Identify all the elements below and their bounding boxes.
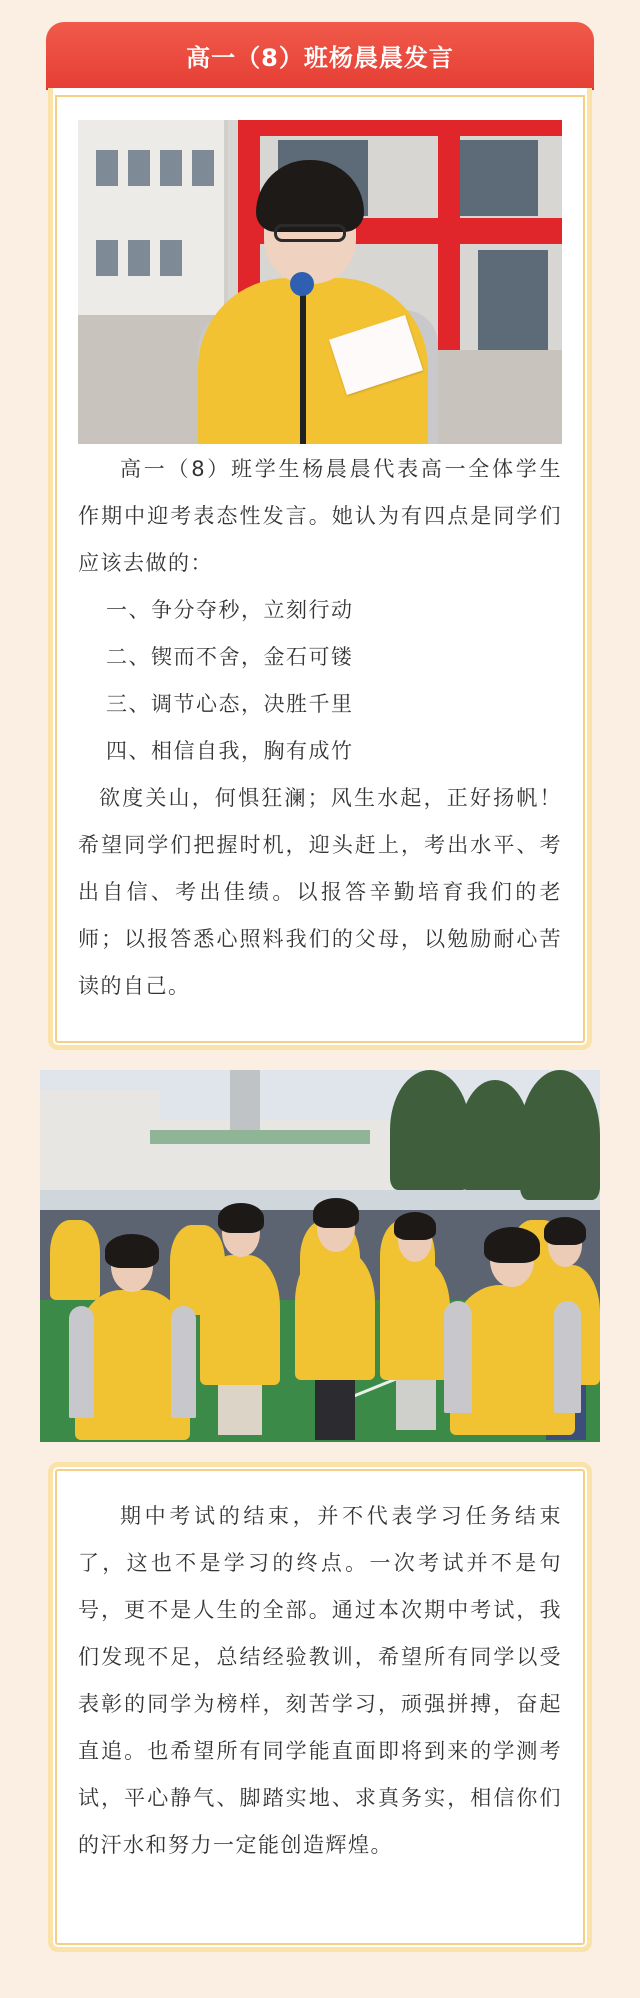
microphone-icon	[290, 272, 314, 296]
point-item-3: 三、调节心态，决胜千里	[106, 692, 354, 716]
section-title: 高一（8）班杨晨晨发言	[186, 43, 454, 72]
point-item-4: 四、相信自我，胸有成竹	[106, 739, 354, 763]
conclusion-text	[78, 1493, 562, 1869]
speaker-photo	[78, 120, 562, 444]
conclusion-paragraph: 期中考试的结束，并不代表学习任务结束了，这也不是学习的终点。一次考试并不是句号，更不是人生的全部。通过本次期中考试，我们发现不足，总结经验教训，希望所有同学以受表彰的同学为榜样，刻苦学习，顽强拼搏，奋起直追。也希望所有同学能直面即将到来的学测考试，平心静气、脚踏实地、求真务实，相信你们的汗水和努力一定能创造辉煌。	[78, 1504, 562, 1857]
closing-paragraph: 欲度关山，何惧狂澜；风生水起，正好扬帆！希望同学们把握时机，迎头赶上，考出水平、考出自信、考出佳绩。以报答辛勤培育我们的老师；以报答悉心照料我们的父母，以勉励耐心苦读的自己。	[78, 786, 562, 998]
speech-summary	[78, 446, 562, 1010]
intro-paragraph: 高一（8）班学生杨晨晨代表高一全体学生作期中迎考表态性发言。她认为有四点是同学们应该去做的：	[78, 457, 562, 575]
students-photo	[40, 1070, 600, 1442]
section-header-banner	[46, 22, 594, 88]
point-item-2: 二、锲而不舍，金石可镂	[106, 645, 354, 669]
point-item-1: 一、争分夺秒，立刻行动	[106, 598, 354, 622]
